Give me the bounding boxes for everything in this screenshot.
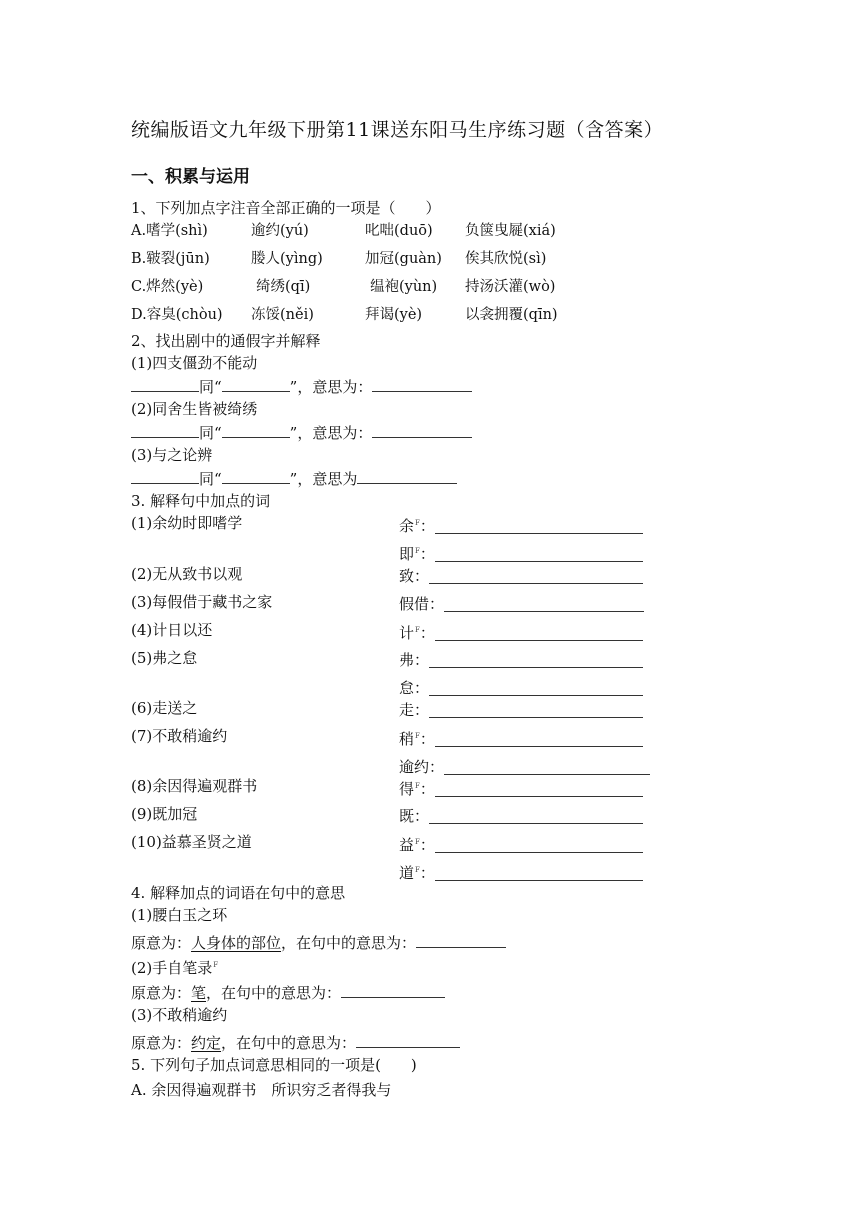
- answer-blank[interactable]: [429, 809, 643, 824]
- question-2-stem: 2、找出剧中的通假字并解释: [131, 332, 321, 350]
- q4-answer-2: 原意为：笔，在句中的意思为：: [131, 983, 445, 1003]
- option-c-4: 持汤沃灌(wò): [465, 279, 556, 295]
- q3-label-ji: 即$^F$：: [399, 543, 643, 564]
- original-meaning: 约定: [191, 1034, 222, 1052]
- question-4-stem: 4. 解释加点的词语在句中的意思: [131, 884, 346, 902]
- q3-label-shao: 稍$^F$：: [399, 728, 643, 749]
- option-a-4: 负箧曳屣(xiá): [465, 223, 556, 239]
- q3-label-de: 得$^F$：: [399, 778, 643, 799]
- answer-blank[interactable]: [435, 519, 643, 534]
- option-c-1: C.烨然(yè): [131, 279, 204, 295]
- q3-sentence-6: (6)走送之: [131, 699, 198, 717]
- q3-sentence-10: (10)益慕圣贤之道: [131, 833, 252, 851]
- answer-blank[interactable]: [435, 866, 643, 881]
- q3-label-zou: 走：: [399, 699, 643, 720]
- answer-blank[interactable]: [435, 838, 643, 853]
- document-title: 统编版语文九年级下册第11课送东阳马生序练习题（含答案）: [131, 119, 664, 141]
- option-a-1: A.嗜学(shì): [131, 223, 208, 239]
- question-5-stem: 5. 下列句子加点词意思相同的一项是( ): [131, 1056, 417, 1074]
- section-heading: 一、积累与运用: [131, 167, 250, 187]
- q3-label-jiguan: 既：: [399, 805, 643, 826]
- q2-item-2: (2)同舍生皆被绮绣: [131, 400, 258, 418]
- answer-blank[interactable]: [341, 983, 445, 998]
- q2-item-3: (3)与之论辨: [131, 446, 213, 464]
- option-d-4: 以衾拥覆(qīn): [465, 307, 558, 323]
- q4-item-1: (1)腰白玉之环: [131, 906, 228, 924]
- option-b-1: B.皲裂(jūn): [131, 251, 210, 267]
- answer-blank[interactable]: [222, 469, 290, 484]
- q3-label-zhi: 致：: [399, 565, 643, 586]
- q3-label-yi: 益$^F$：: [399, 834, 643, 855]
- question-3-stem: 3. 解释句中加点的词: [131, 492, 271, 510]
- answer-blank[interactable]: [444, 597, 644, 612]
- option-c-2: 绮绣(qī): [256, 279, 311, 295]
- q3-sentence-5: (5)弗之怠: [131, 649, 198, 667]
- option-c-3: 缊袍(yùn): [370, 279, 438, 295]
- answer-blank[interactable]: [429, 703, 643, 718]
- answer-blank[interactable]: [131, 377, 199, 392]
- q3-sentence-9: (9)既加冠: [131, 805, 198, 823]
- q3-sentence-3: (3)每假借于藏书之家: [131, 593, 273, 611]
- answer-blank[interactable]: [435, 732, 643, 747]
- answer-blank[interactable]: [444, 760, 650, 775]
- option-a-2: 逾约(yú): [251, 223, 309, 239]
- answer-blank[interactable]: [416, 933, 506, 948]
- option-d-3: 拜谒(yè): [365, 307, 423, 323]
- q3-label-fu: 弗：: [399, 649, 643, 670]
- answer-blank[interactable]: [372, 377, 472, 392]
- answer-blank[interactable]: [131, 469, 199, 484]
- option-b-4: 俟其欣悦(sì): [465, 251, 547, 267]
- answer-blank[interactable]: [222, 377, 290, 392]
- option-b-3: 加冠(guàn): [365, 251, 442, 267]
- q3-label-dai: 怠：: [399, 677, 643, 698]
- q3-label-yu: 余$^F$：: [399, 515, 643, 536]
- answer-blank[interactable]: [222, 423, 290, 438]
- option-d-2: 冻馁(něi): [251, 307, 314, 323]
- q3-label-dao: 道$^F$：: [399, 862, 643, 883]
- q3-sentence-2: (2)无从致书以观: [131, 565, 243, 583]
- q3-sentence-7: (7)不敢稍逾约: [131, 727, 228, 745]
- q2-answer-1: 同“ ”，意思为：: [131, 377, 472, 397]
- q4-item-3: (3)不敢稍逾约: [131, 1006, 228, 1024]
- option-a-3: 叱咄(duō): [365, 223, 433, 239]
- answer-blank[interactable]: [429, 681, 643, 696]
- option-d-1: D.容臭(chòu): [131, 307, 223, 323]
- q4-answer-3: 原意为：约定，在句中的意思为：: [131, 1033, 460, 1053]
- q3-label-jirili: 计$^F$：: [399, 622, 643, 643]
- answer-blank[interactable]: [357, 469, 457, 484]
- answer-blank[interactable]: [372, 423, 472, 438]
- q3-sentence-8: (8)余因得遍观群书: [131, 777, 258, 795]
- q2-answer-2: 同“ ”，意思为：: [131, 423, 472, 443]
- q2-item-1: (1)四支僵劲不能动: [131, 354, 258, 372]
- answer-blank[interactable]: [131, 423, 199, 438]
- answer-blank[interactable]: [429, 653, 643, 668]
- answer-blank[interactable]: [356, 1033, 460, 1048]
- answer-blank[interactable]: [435, 547, 643, 562]
- q3-label-jiajie: 假借：: [399, 593, 644, 614]
- original-meaning: 笔: [191, 984, 207, 1002]
- q3-sentence-1: (1)余幼时即嗜学: [131, 514, 243, 532]
- answer-blank[interactable]: [435, 782, 643, 797]
- q2-answer-3: 同“ ”，意思为: [131, 469, 457, 489]
- question-1-stem: 1、下列加点字注音全部正确的一项是（ ）: [131, 199, 441, 217]
- answer-blank[interactable]: [435, 626, 643, 641]
- q4-item-2: (2)手自笔录$^F$: [131, 959, 219, 977]
- q5-option-a: A. 余因得遍观群书 所识穷乏者得我与: [131, 1081, 392, 1099]
- option-b-2: 媵人(yìng): [251, 251, 323, 267]
- original-meaning: 人身体的部位: [191, 934, 282, 952]
- q4-answer-1: 原意为：人身体的部位，在句中的意思为：: [131, 933, 506, 953]
- q3-label-yuyue: 逾约：: [399, 756, 650, 777]
- answer-blank[interactable]: [429, 569, 643, 584]
- q3-sentence-4: (4)计日以还: [131, 621, 213, 639]
